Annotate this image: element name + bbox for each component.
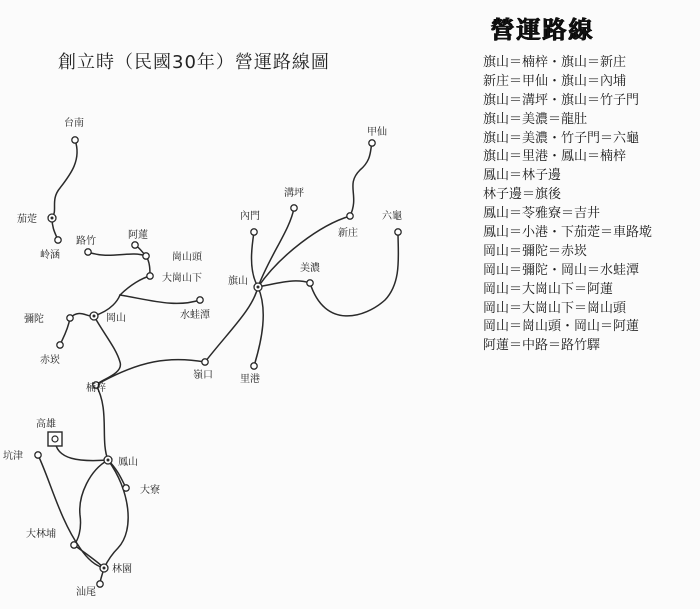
station-label-liugui: 六龜 xyxy=(382,211,402,222)
station-label-fengshan: 鳳山 xyxy=(118,457,138,468)
route-line-gangshan-shuiwatan xyxy=(120,295,200,303)
station-marker-mituo xyxy=(67,315,73,321)
station-label-neimen: 內門 xyxy=(240,211,260,222)
route-item: 林子邊＝旗後 xyxy=(483,187,562,203)
station-marker-gangshantou xyxy=(143,253,149,259)
station-label-luzhu: 路竹 xyxy=(76,236,96,247)
route-item: 鳳山＝苓雅寮＝吉井 xyxy=(483,206,601,222)
route-item: 岡山＝大崗山下＝崗山頭 xyxy=(483,300,627,316)
station-label-goping: 溝坪 xyxy=(284,188,304,199)
route-item: 鳳山＝林子邊 xyxy=(483,168,562,184)
station-label-ligang: 里港 xyxy=(240,374,260,385)
station-label-chiating: 茄萣 xyxy=(17,214,37,225)
station-dot-qishan xyxy=(257,286,260,289)
station-label-shanwei: 汕尾 xyxy=(76,587,96,598)
station-marker-alian xyxy=(132,242,138,248)
station-label-qishan: 旗山 xyxy=(228,276,248,287)
legend-title: 營運路線 xyxy=(490,16,594,44)
route-line-meinong-liugui xyxy=(310,232,398,316)
station-label-jiaxian: 甲仙 xyxy=(367,127,387,138)
station-dot-fengshan xyxy=(107,459,110,462)
station-marker-meinong xyxy=(307,280,313,286)
route-line-qishan-neimen xyxy=(252,232,259,287)
station-marker-chikan xyxy=(57,342,63,348)
station-dot-gangshan xyxy=(93,315,96,318)
station-label-gaoxiong: 高雄 xyxy=(36,419,56,430)
route-line-xinzhuang-jiaxian xyxy=(350,143,372,216)
route-line-gangshan-dagangshanxia xyxy=(120,276,150,295)
station-label-mituo: 彌陀 xyxy=(24,314,44,325)
route-item: 新庄＝甲仙・旗山＝內埔 xyxy=(483,73,627,89)
station-marker-liugui xyxy=(395,229,401,235)
route-item: 岡山＝崗山頭・岡山＝阿蓮 xyxy=(483,319,640,335)
station-label-gangshan: 岡山 xyxy=(106,313,126,324)
route-line-tainan-chiating xyxy=(52,140,77,218)
station-label-chekuo: 岭涵 xyxy=(40,250,60,261)
station-marker-shuiwatan xyxy=(197,297,203,303)
station-label-shuiwatan: 水蛙潭 xyxy=(180,310,210,321)
station-label-gangshantou: 崗山頭 xyxy=(172,252,202,263)
route-item: 岡山＝大崗山下＝阿蓮 xyxy=(483,281,614,297)
route-line-nanzi-fengshan xyxy=(96,385,108,460)
station-marker-luzhu xyxy=(85,249,91,255)
route-line-qishan-meinong xyxy=(258,281,310,287)
route-item: 鳳山＝小港・下茄萣＝車路墘 xyxy=(483,225,653,241)
route-line-nanzi-lingkou xyxy=(96,360,205,385)
station-marker-linzi xyxy=(35,452,41,458)
route-line-qishan-goping xyxy=(258,208,294,287)
station-marker-jiaxian xyxy=(369,140,375,146)
route-item: 阿蓮＝中路＝路竹驛 xyxy=(483,338,601,354)
station-marker-goping xyxy=(291,205,297,211)
station-label-dagangshanxia: 大崗山下 xyxy=(162,273,202,284)
route-item: 旗山＝里港・鳳山＝楠梓 xyxy=(483,149,627,165)
station-label-linzi: 坑津 xyxy=(3,451,23,462)
station-dot-chiating xyxy=(51,217,54,220)
station-marker-ligang xyxy=(251,363,257,369)
route-line-fengshan-linyuan-east xyxy=(104,460,128,568)
station-label-nanzi: 楠梓 xyxy=(86,383,106,394)
station-marker-shanwei xyxy=(97,581,103,587)
route-line-fengshan-dalinpu xyxy=(74,460,108,545)
route-line-luzhu-gangshantou xyxy=(88,252,146,256)
station-label-alian: 阿蓮 xyxy=(128,230,148,241)
route-list xyxy=(483,54,652,356)
route-line-lingkou-qishan xyxy=(205,287,258,362)
route-item: 岡山＝彌陀・岡山＝水蛙潭 xyxy=(483,262,640,278)
station-label-meinong: 美濃 xyxy=(300,263,320,274)
route-line-qishan-xinzhuang xyxy=(258,216,350,287)
station-label-xinzhuang: 新庄 xyxy=(338,228,358,239)
station-label-chikan: 赤崁 xyxy=(40,355,60,366)
route-item: 岡山＝彌陀＝赤崁 xyxy=(483,243,588,259)
route-item: 旗山＝溝坪・旗山＝竹子門 xyxy=(483,92,640,108)
route-item: 旗山＝楠梓・旗山＝新庄 xyxy=(483,55,627,70)
station-marker-chekuo xyxy=(55,237,61,243)
station-marker-dalinpu xyxy=(71,542,77,548)
map-title: 創立時（民國30年）營運路線圖 xyxy=(58,52,330,73)
station-dot-linyuan xyxy=(103,567,106,570)
route-line-qishan-ligang xyxy=(254,287,263,366)
station-dot-gaoxiong xyxy=(52,436,58,442)
station-marker-neimen xyxy=(251,229,257,235)
station-marker-dashe xyxy=(123,485,129,491)
station-marker-lingkou xyxy=(202,359,208,365)
route-item: 旗山＝美濃＝龍肚 xyxy=(483,111,588,127)
station-label-dalinpu: 大林埔 xyxy=(26,529,56,540)
station-marker-xinzhuang xyxy=(347,213,353,219)
station-marker-tainan xyxy=(72,137,78,143)
station-label-tainan: 台南 xyxy=(64,118,84,129)
station-label-lingkou: 嶺口 xyxy=(193,370,213,381)
station-label-dashe: 大寮 xyxy=(140,485,160,496)
route-item: 旗山＝美濃・竹子門＝六龜 xyxy=(483,130,640,146)
route-line-dalinpu-linyuan xyxy=(74,545,104,568)
station-marker-dagangshanxia xyxy=(147,273,153,279)
route-line-gaoxiong-fengshan xyxy=(55,440,108,461)
station-label-linyuan: 林園 xyxy=(112,564,132,575)
route-line-mituo-chikan xyxy=(60,318,70,345)
